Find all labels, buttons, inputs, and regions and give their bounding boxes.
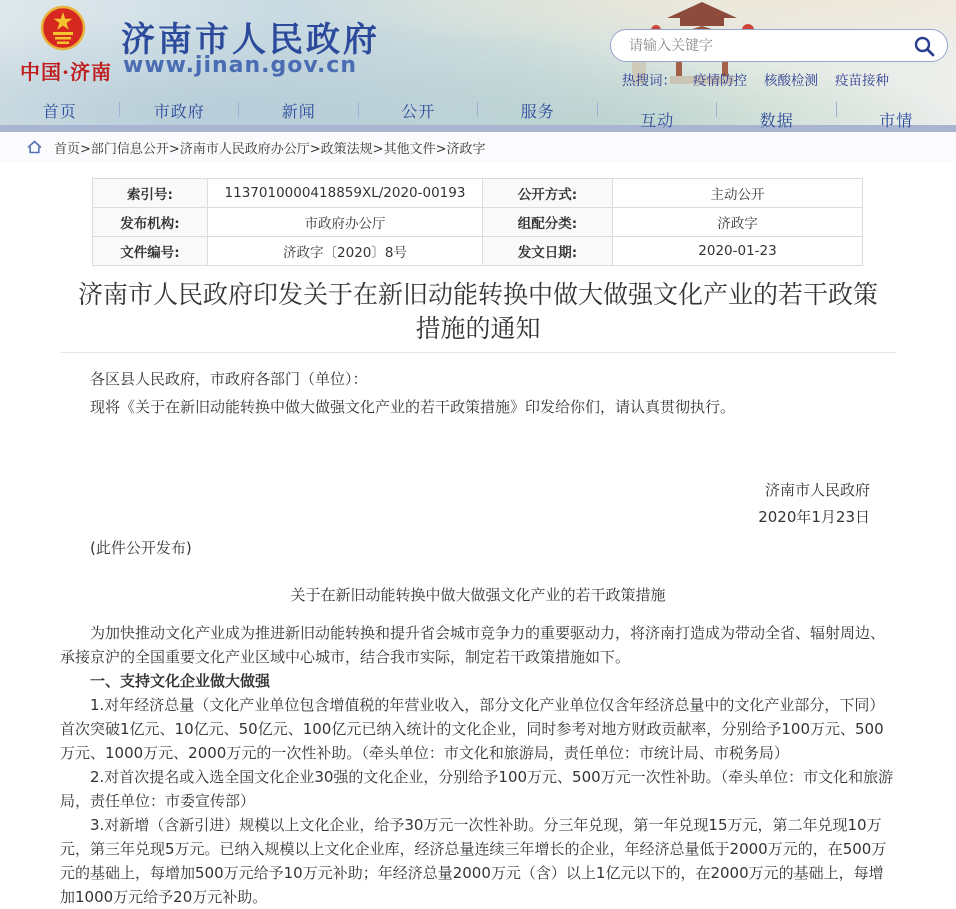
section-heading-1: 一、支持文化企业做大做强 [60, 669, 896, 693]
site-banner [0, 0, 956, 125]
meta-value-index-no: 1137010000418859XL/2020-00193 [208, 179, 483, 208]
meta-value-doc-number: 济政字〔2020〕8号 [208, 237, 483, 266]
meta-label-issue-date: 发文日期: [483, 237, 613, 266]
title-divider [60, 352, 896, 353]
meta-value-issuing-org: 市政府办公厅 [208, 208, 483, 237]
national-emblem-icon [40, 5, 86, 55]
document-title: 济南市人民政府印发关于在新旧动能转换中做大做强文化产业的若干政策措施的通知 [73, 278, 883, 346]
nav-item-city-profile[interactable]: 市情 [837, 95, 956, 125]
site-url: www.jinan.gov.cn [123, 53, 357, 78]
breadcrumb [0, 132, 956, 162]
hot-keyword-3[interactable]: 疫苗接种 [835, 69, 889, 89]
nav-item-government[interactable]: 市政府 [120, 95, 240, 125]
hot-keyword-2[interactable]: 核酸检测 [764, 69, 818, 89]
hot-search-label: 热搜词： [622, 69, 676, 89]
policy-item-2: 2.对首次提名或入选全国文化企业30强的文化企业，分别给予100万元、500万元一次性补助。（牵头单位：市文化和旅游局，责任单位：市委宣传部） [60, 765, 896, 813]
nav-item-home[interactable]: 首页 [0, 95, 120, 125]
table-row [93, 208, 863, 237]
nav-item-data[interactable]: 数据 [717, 95, 837, 125]
meta-value-issue-date: 2020-01-23 [613, 237, 863, 266]
header-divider-bar [0, 125, 956, 132]
intro-paragraph: 现将《关于在新旧动能转换中做大做强文化产业的若干政策措施》印发给你们，请认真贯彻执行。 [60, 393, 896, 421]
public-release-note: (此件公开发布) [60, 535, 896, 562]
policy-subtitle: 关于在新旧动能转换中做大做强文化产业的若干政策措施 [60, 582, 896, 609]
table-row [93, 179, 863, 208]
meta-value-category: 济政字 [613, 208, 863, 237]
hot-keyword-1[interactable]: 疫情防控 [693, 69, 747, 89]
logo-caption: 中国·济南 [10, 56, 122, 85]
search-icon [913, 35, 935, 57]
search-input[interactable] [627, 37, 911, 55]
nav-item-openness[interactable]: 公开 [359, 95, 479, 125]
main-nav [0, 95, 956, 125]
sign-date: 2020年1月23日 [60, 504, 896, 531]
salutation: 各区县人民政府，市政府各部门（单位）： [60, 365, 896, 393]
search-box[interactable] [610, 29, 948, 62]
meta-value-open-mode: 主动公开 [613, 179, 863, 208]
policy-body [60, 621, 896, 909]
signer: 济南市人民政府 [60, 477, 896, 504]
home-icon[interactable] [27, 140, 42, 154]
meta-label-issuing-org: 发布机构: [93, 208, 208, 237]
document-meta-table [92, 178, 863, 266]
breadcrumb-path[interactable]: 首页>部门信息公开>济南市人民政府办公厅>政策法规>其他文件>济政字 [54, 138, 485, 157]
meta-label-category: 组配分类: [483, 208, 613, 237]
meta-label-index-no: 索引号: [93, 179, 208, 208]
policy-item-1: 1.对年经济总量（文化产业单位包含增值税的年营业收入，部分文化产业单位仅含年经济总量中的文化产业部分，下同）首次突破1亿元、10亿元、50亿元、100亿元已纳入统计的文化企业，同时参考对地方财政贡献率，分别给予100万元、500万元、1000万元、2000万元的一次性补助。（牵头单位：市文化和旅游局，责任单位：市统计局、市税务局） [60, 693, 896, 765]
preamble-paragraph: 为加快推动文化产业成为推进新旧动能转换和提升省会城市竞争力的重要驱动力，将济南打造成为带动全省、辐射周边、承接京沪的全国重要文化产业区域中心城市，结合我市实际，制定若干政策措施如下。 [60, 621, 896, 669]
policy-item-3: 3.对新增（含新引进）规模以上文化企业，给予30万元一次性补助。分三年兑现，第一年兑现15万元，第二年兑现10万元，第三年兑现5万元。已纳入规模以上文化企业库，经济总量连续三年增长的企业，年经济总量低于2000万元的，在500万元的基础上，每增加500万元给予10万元补助；年经济总量2000万元（含）以上1亿元以下的，在2000万元的基础上，每增加1000万元给予20万元补助。 [60, 813, 896, 909]
site-title: 济南市人民政府 [121, 12, 380, 61]
nav-item-news[interactable]: 新闻 [239, 95, 359, 125]
document-body [60, 365, 896, 909]
nav-item-services[interactable]: 服务 [478, 95, 598, 125]
spacer [60, 421, 896, 477]
meta-label-doc-number: 文件编号: [93, 237, 208, 266]
table-row [93, 237, 863, 266]
search-button[interactable] [911, 35, 937, 57]
meta-label-open-mode: 公开方式: [483, 179, 613, 208]
hot-search-row [622, 69, 889, 89]
document-page [0, 178, 956, 909]
nav-item-interaction[interactable]: 互动 [598, 95, 718, 125]
